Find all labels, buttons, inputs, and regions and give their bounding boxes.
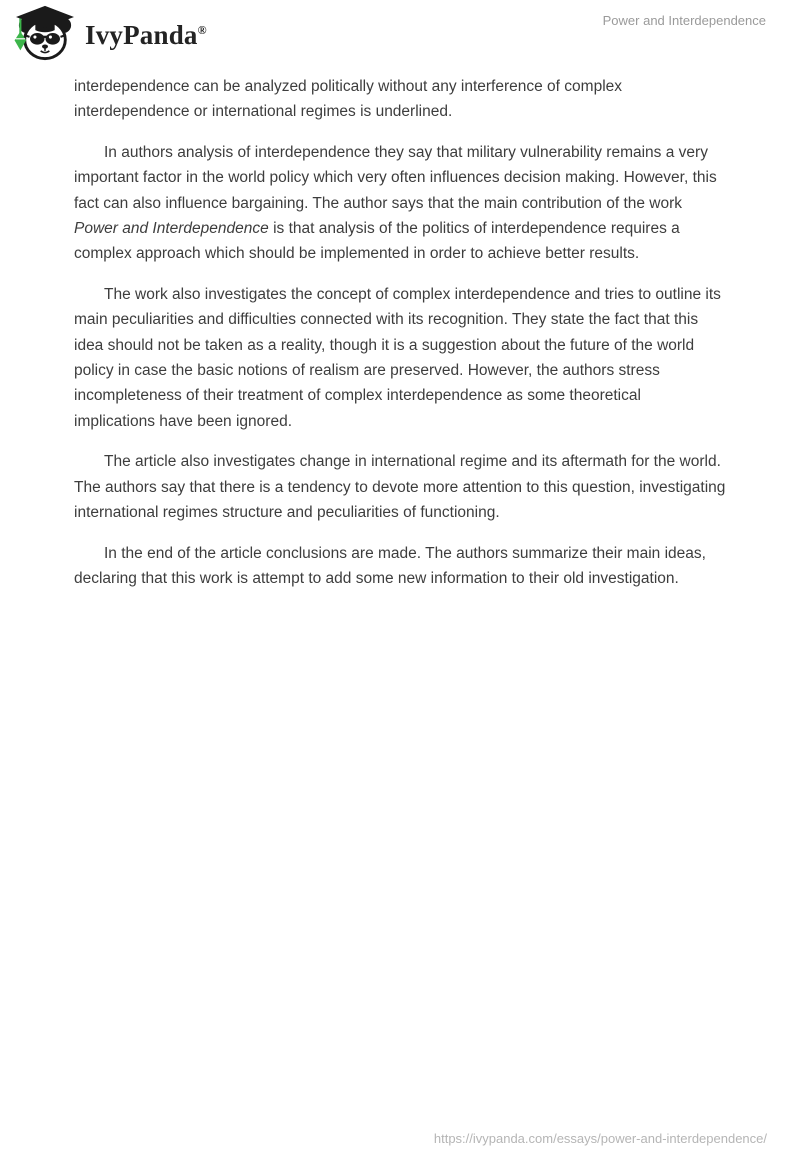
text-segment: In authors analysis of interdependence they say that military vulnerability remains a very important factor in the world policy which very often influences decision making. However, this fact can also influence bargaining. The author says that the main contribution of the work	[74, 143, 717, 212]
page-title: Power and Interdependence	[602, 13, 766, 28]
panda-graduate-icon	[12, 4, 78, 62]
source-url-link[interactable]: https://ivypanda.com/essays/power-and-interdependence/	[433, 1131, 767, 1146]
text-segment: The article also investigates change in international regime and its aftermath for the world. The authors say that there is a tendency to devote more attention to this question, investigating international regimes structure and peculiarities of functioning.	[74, 453, 726, 522]
text-segment: In the end of the article conclusions are made. The authors summarize their main ideas, declaring that this work is attempt to add some new information to their old investigation.	[74, 544, 706, 587]
paragraph	[74, 74, 726, 125]
paragraph	[74, 282, 726, 434]
brand-name: IvyPanda®	[85, 19, 207, 50]
italic-text-segment: Power and Interdependence	[74, 220, 269, 238]
brand-header	[12, 4, 207, 62]
paragraph	[74, 449, 726, 525]
document-body	[74, 74, 726, 606]
text-segment: is that analysis of the politics of interdependence requires a complex approach which should be implemented in order to achieve better results.	[74, 220, 680, 263]
text-segment: The work also investigates the concept of complex interdependence and tries to outline its main peculiarities and difficulties connected with its recognition. They state the fact that this idea should not be taken as a reality, though it is a suggestion about the future of the world policy in case the basic notions of realism are preserved. However, the authors stress incompleteness of their treatment of complex interdependence as some theoretical implications have been ignored.	[74, 285, 721, 430]
text-segment: interdependence can be analyzed politically without any interference of complex interdependence or international regimes is underlined.	[74, 78, 623, 121]
registered-mark: ®	[197, 22, 207, 37]
paragraph	[74, 140, 726, 267]
paragraph	[74, 541, 726, 592]
